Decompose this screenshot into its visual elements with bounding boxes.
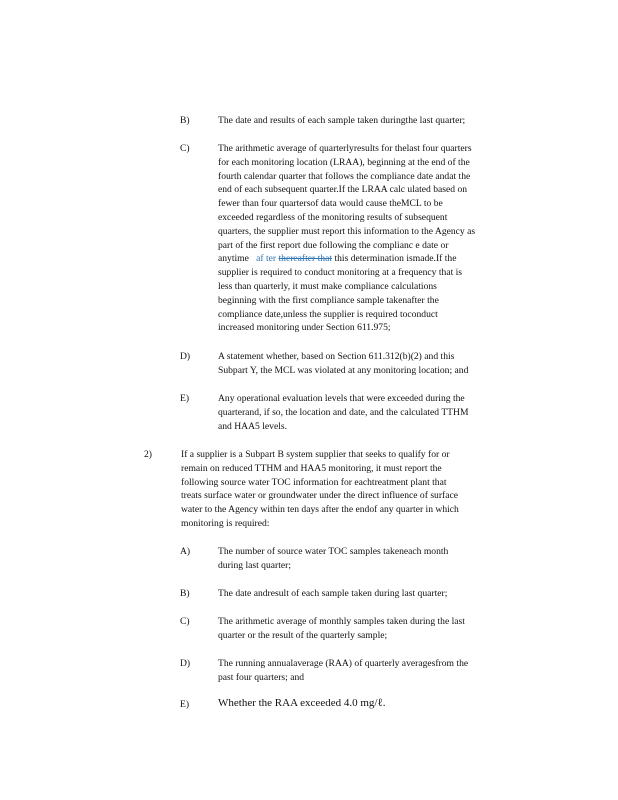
item-b-text: [218, 114, 522, 128]
item-d2-text: [218, 657, 533, 685]
text-line: beginning with the first compliance sample takenafter the: [218, 294, 439, 306]
text-line: and HAA5 levels.: [218, 420, 288, 432]
text-line: end of each subsequent quarter.If the LRAA calc ulated based on: [218, 184, 468, 196]
item-a-text: [218, 545, 518, 573]
text-line: quarter or the result of the quarterly sample;: [218, 629, 388, 641]
item-label-d: D): [180, 351, 191, 362]
text-line: fourth calendar quarter that follows the compliance date andat the: [218, 170, 471, 182]
text-line: increased monitoring under Section 611.975;: [218, 322, 391, 334]
item-label-e2: E): [180, 699, 190, 710]
text-line: past four quarters; and: [218, 671, 305, 683]
text-line: for each monitoring location (LRAA), beginning at the end of the: [218, 156, 470, 168]
text-line: The arithmetic average of monthly samples taken during the last: [218, 616, 465, 627]
text-line: treats surface water or groundwater under the direct influence of surface: [181, 490, 459, 502]
text-line: fewer than four quartersof data would cause theMCL to be: [218, 198, 443, 210]
deleted-text: thereafter that: [278, 253, 333, 265]
item-label-b2: B): [180, 588, 190, 599]
text-line-edited: [218, 252, 543, 266]
text-line: water to the Agency within ten days after the endof any quarter in which: [181, 504, 459, 516]
item-c2-text: [218, 615, 533, 643]
text-line: Whether the RAA exceeded 4.0 mg/ℓ.: [218, 697, 386, 709]
item-2-text: [181, 448, 531, 531]
text-line: Subpart Y, the MCL was violated at any monitoring location; and: [218, 364, 469, 376]
text-line: supplier is required to conduct monitoring at a frequency that is: [218, 267, 463, 279]
inserted-text: af ter: [256, 253, 277, 265]
item-d-text: [218, 350, 533, 378]
text-line: part of the first report due following the complianc e date or: [218, 239, 449, 251]
text-line: quarters, the supplier must report this information to the Agency as: [218, 225, 476, 237]
text-line: The running annualaverage (RAA) of quarterly averagesfrom the: [218, 658, 469, 669]
text-line: The arithmetic average of quarterlyresults for thelast four quarters: [218, 143, 472, 154]
item-label-d2: D): [180, 658, 191, 669]
text-line: Any operational evaluation levels that were exceeded during the: [218, 393, 465, 404]
text-line: following source water TOC information for eachtreatment plant that: [181, 476, 447, 488]
item-e2-text: [218, 697, 518, 711]
text-line: remain on reduced TTHM and HAA5 monitoring, it must report the: [181, 462, 442, 474]
text-line: A statement whether, based on Section 611.312(b)(2) and this: [218, 351, 455, 362]
text-line: quarterand, if so, the location and date, and the calculated TTHM: [218, 406, 469, 418]
item-label-2: 2): [144, 449, 152, 460]
item-e-text: [218, 392, 533, 433]
text-line: The number of source water TOC samples takeneach month: [218, 546, 449, 557]
text-fragment: this determination ismade.If the: [334, 253, 457, 265]
item-c-text: [218, 142, 543, 335]
text-line: The date andresult of each sample taken during last quarter;: [218, 588, 448, 599]
text-line: less than quarterly, it must make compliance calculations: [218, 280, 437, 292]
item-label-c2: C): [180, 616, 190, 627]
item-label-e: E): [180, 393, 190, 404]
text-line: exceeded regardless of the monitoring results of subsequent: [218, 211, 448, 223]
text-fragment: anytime: [218, 253, 249, 265]
item-label-a: A): [180, 546, 191, 557]
text-line: during last quarter;: [218, 559, 291, 571]
item-label-b: B): [180, 115, 190, 126]
text-line: If a supplier is a Subpart B system supplier that seeks to qualify for or: [181, 449, 450, 460]
text-line: compliance date,unless the supplier is required toconduct: [218, 308, 438, 320]
text-line: monitoring is required:: [181, 517, 270, 529]
text-line: The date and results of each sample taken duringthe last quarter;: [218, 115, 466, 126]
item-label-c: C): [180, 143, 190, 154]
item-b2-text: [218, 587, 518, 601]
